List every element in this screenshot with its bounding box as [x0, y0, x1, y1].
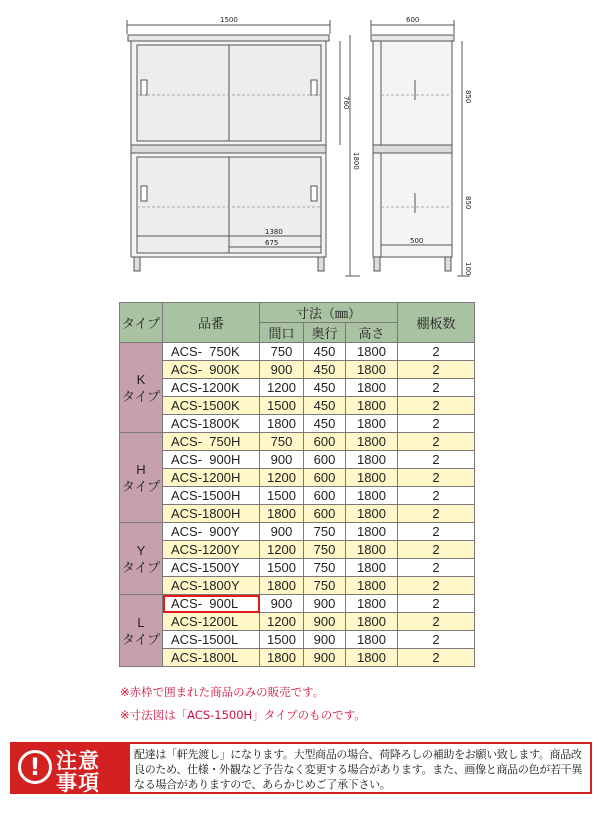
table-row — [120, 631, 475, 649]
width-cell: 1800 — [260, 649, 304, 667]
shelves-cell: 2 — [398, 415, 475, 433]
table-row — [120, 397, 475, 415]
depth-cell: 750 — [304, 541, 346, 559]
height-cell: 1800 — [346, 577, 398, 595]
shelves-cell: 2 — [398, 649, 475, 667]
exclamation-icon: ! — [18, 750, 52, 784]
depth-cell: 600 — [304, 451, 346, 469]
height-cell: 1800 — [346, 361, 398, 379]
table-row — [120, 415, 475, 433]
width-cell: 750 — [260, 433, 304, 451]
depth-cell: 750 — [304, 523, 346, 541]
depth-cell: 750 — [304, 577, 346, 595]
model-cell: ACS-1800L — [163, 649, 260, 667]
notice-text: 配達は「軒先渡し」になります。大型商品の場合、荷降ろしの補助をお願い致します。商品改良のため、仕様・外観など予告なく変更する場合があります。また、画像と商品の色が若干異なる場合がありますので、あらかじめご了承下さい。 — [134, 748, 583, 791]
depth-cell: 450 — [304, 361, 346, 379]
height-cell: 1800 — [346, 505, 398, 523]
table-row — [120, 559, 475, 577]
depth-cell: 900 — [304, 595, 346, 613]
model-cell: ACS- 750K — [163, 343, 260, 361]
notice-box — [10, 742, 592, 794]
shelves-cell: 2 — [398, 433, 475, 451]
table-row — [120, 361, 475, 379]
table-row — [120, 469, 475, 487]
depth-cell: 600 — [304, 505, 346, 523]
table-row — [120, 577, 475, 595]
shelves-cell: 2 — [398, 451, 475, 469]
depth-cell: 450 — [304, 379, 346, 397]
dim-upper-height: 760 — [342, 96, 350, 110]
width-cell: 750 — [260, 343, 304, 361]
spec-table-body — [120, 343, 475, 667]
dim-leg-height: 100 — [464, 262, 472, 276]
width-cell: 1200 — [260, 613, 304, 631]
height-cell: 1800 — [346, 469, 398, 487]
depth-cell: 450 — [304, 415, 346, 433]
depth-cell: 750 — [304, 559, 346, 577]
width-cell: 900 — [260, 451, 304, 469]
model-cell: ACS-1500L — [163, 631, 260, 649]
dim-total-height: 1800 — [352, 152, 360, 170]
model-cell: ACS- 900H — [163, 451, 260, 469]
height-cell: 1800 — [346, 631, 398, 649]
height-cell: 1800 — [346, 595, 398, 613]
shelves-cell: 2 — [398, 397, 475, 415]
model-cell: ACS-1200H — [163, 469, 260, 487]
dim-side-lower: 850 — [464, 196, 472, 210]
type-cell: L タイプ — [120, 595, 163, 667]
width-cell: 1200 — [260, 541, 304, 559]
depth-cell: 450 — [304, 397, 346, 415]
note-red-frame: ※赤枠で囲まれた商品のみの販売です。 — [120, 685, 325, 699]
width-cell: 1200 — [260, 379, 304, 397]
shelves-cell: 2 — [398, 577, 475, 595]
model-cell: ACS-1800K — [163, 415, 260, 433]
front-view — [127, 20, 360, 276]
depth-cell: 900 — [304, 631, 346, 649]
depth-cell: 450 — [304, 343, 346, 361]
shelves-cell: 2 — [398, 487, 475, 505]
model-cell: ACS-1200L — [163, 613, 260, 631]
shelves-cell: 2 — [398, 631, 475, 649]
header-type: タイプ — [120, 303, 163, 343]
width-cell: 1800 — [260, 415, 304, 433]
dim-side-upper: 850 — [464, 90, 472, 104]
height-cell: 1800 — [346, 613, 398, 631]
notice-word-2: 事項 — [56, 771, 100, 795]
width-cell: 1800 — [260, 577, 304, 595]
model-cell: ACS-1500Y — [163, 559, 260, 577]
table-row — [120, 505, 475, 523]
table-row — [120, 523, 475, 541]
depth-cell: 600 — [304, 469, 346, 487]
header-shelves: 棚板数 — [398, 303, 475, 343]
header-width: 間口 — [260, 323, 304, 343]
type-cell: Y タイプ — [120, 523, 163, 595]
width-cell: 900 — [260, 361, 304, 379]
dim-front-width: 1500 — [220, 16, 238, 24]
model-cell: ACS-1500H — [163, 487, 260, 505]
width-cell: 1500 — [260, 397, 304, 415]
spec-table — [119, 302, 475, 667]
height-cell: 1800 — [346, 433, 398, 451]
model-cell: ACS-1500K — [163, 397, 260, 415]
model-cell: ACS-1800H — [163, 505, 260, 523]
shelves-cell: 2 — [398, 541, 475, 559]
shelves-cell: 2 — [398, 361, 475, 379]
header-depth: 奥行 — [304, 323, 346, 343]
shelves-cell: 2 — [398, 523, 475, 541]
model-cell: ACS- 750H — [163, 433, 260, 451]
shelves-cell: 2 — [398, 595, 475, 613]
shelves-cell: 2 — [398, 469, 475, 487]
width-cell: 900 — [260, 523, 304, 541]
depth-cell: 600 — [304, 433, 346, 451]
dim-inner-width: 1380 — [265, 228, 283, 236]
type-cell: H タイプ — [120, 433, 163, 523]
table-row — [120, 451, 475, 469]
table-row — [120, 487, 475, 505]
height-cell: 1800 — [346, 397, 398, 415]
type-cell: K タイプ — [120, 343, 163, 433]
height-cell: 1800 — [346, 523, 398, 541]
width-cell: 1500 — [260, 559, 304, 577]
table-row — [120, 541, 475, 559]
height-cell: 1800 — [346, 559, 398, 577]
width-cell: 1500 — [260, 631, 304, 649]
shelves-cell: 2 — [398, 613, 475, 631]
notice-badge — [12, 744, 130, 795]
width-cell: 1200 — [260, 469, 304, 487]
dim-door-width: 675 — [265, 239, 279, 247]
table-row — [120, 613, 475, 631]
shelves-cell: 2 — [398, 379, 475, 397]
model-cell: ACS- 900Y — [163, 523, 260, 541]
header-height: 高さ — [346, 323, 398, 343]
table-row — [120, 595, 475, 613]
header-model: 品番 — [163, 303, 260, 343]
dim-shelf-depth: 500 — [410, 237, 424, 245]
depth-cell: 900 — [304, 649, 346, 667]
note-diagram-type: ※寸法図は「ACS-1500H」タイプのものです。 — [120, 708, 366, 722]
height-cell: 1800 — [346, 343, 398, 361]
height-cell: 1800 — [346, 541, 398, 559]
notice-word-1: 注意 — [56, 749, 100, 773]
shelves-cell: 2 — [398, 559, 475, 577]
dim-side-width: 600 — [406, 16, 420, 24]
model-cell: ACS- 900K — [163, 361, 260, 379]
model-cell: ACS-1800Y — [163, 577, 260, 595]
header-dims: 寸法（㎜） — [260, 303, 398, 323]
width-cell: 1800 — [260, 505, 304, 523]
shelves-cell: 2 — [398, 343, 475, 361]
table-row — [120, 379, 475, 397]
width-cell: 1500 — [260, 487, 304, 505]
model-cell: ACS-1200K — [163, 379, 260, 397]
model-cell: ACS- 900L — [163, 595, 260, 613]
width-cell: 900 — [260, 595, 304, 613]
height-cell: 1800 — [346, 451, 398, 469]
depth-cell: 900 — [304, 613, 346, 631]
table-row — [120, 433, 475, 451]
table-row — [120, 649, 475, 667]
height-cell: 1800 — [346, 649, 398, 667]
table-row — [120, 343, 475, 361]
height-cell: 1800 — [346, 415, 398, 433]
cabinet-dimension-drawing — [0, 0, 600, 295]
height-cell: 1800 — [346, 487, 398, 505]
depth-cell: 600 — [304, 487, 346, 505]
height-cell: 1800 — [346, 379, 398, 397]
shelves-cell: 2 — [398, 505, 475, 523]
model-cell: ACS-1200Y — [163, 541, 260, 559]
